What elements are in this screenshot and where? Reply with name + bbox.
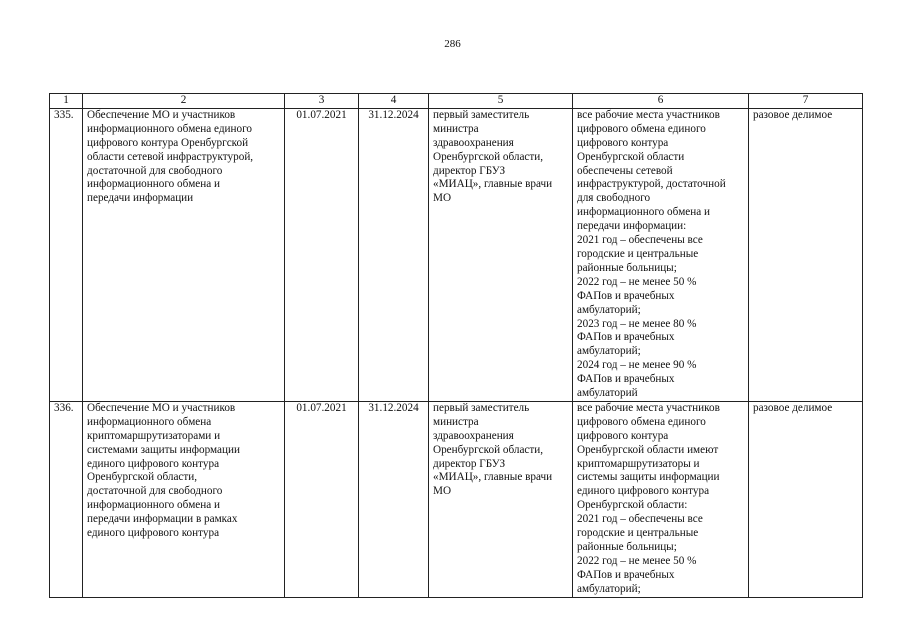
table-row [50, 108, 863, 401]
row-start-date: 01.07.2021 [285, 401, 359, 597]
row-end-date: 31.12.2024 [359, 401, 429, 597]
row-start-date: 01.07.2021 [285, 108, 359, 401]
column-header: 1 [50, 94, 83, 109]
row-number: 335. [50, 108, 83, 401]
page-number: 286 [444, 38, 461, 50]
row-end-date: 31.12.2024 [359, 108, 429, 401]
row-result: все рабочие места участников цифрового обмена единого цифрового контура Оренбургской области обеспечены сетевой инфраструктурой, достаточной для свободного информационного обмена и передачи информации: 2021 год – обеспечены все городские и центральные районные больницы; 2022 год – не менее 50 % ФАПов и врачебных амбулаторий; 2023 год – не менее 80 % ФАПов и врачебных амбулаторий; 2024 год – не менее 90 % ФАПов и врачебных амбулаторий [573, 108, 749, 401]
column-number-row [50, 94, 863, 109]
column-header: 6 [573, 94, 749, 109]
row-description: Обеспечение МО и участников информационного обмена единого цифрового контура Оренбургской области сетевой инфраструктурой, достаточной для свободного информационного обмена и передачи информации [83, 108, 285, 401]
column-header: 3 [285, 94, 359, 109]
column-header: 7 [749, 94, 863, 109]
column-header: 2 [83, 94, 285, 109]
row-result: все рабочие места участников цифрового обмена единого цифрового контура Оренбургской области имеют криптомаршрутизаторы и системы защиты информации единого цифрового контура Оренбургской области: 2021 год – обеспечены все городские и центральные районные больницы; 2022 год – не менее 50 % ФАПов и врачебных амбулаторий; [573, 401, 749, 597]
row-type: разовое делимое [749, 108, 863, 401]
column-header: 4 [359, 94, 429, 109]
row-responsible: первый заместитель министра здравоохранения Оренбургской области, директор ГБУЗ «МИАЦ», главные врачи МО [429, 108, 573, 401]
row-number: 336. [50, 401, 83, 597]
column-header: 5 [429, 94, 573, 109]
row-description: Обеспечение МО и участников информационного обмена криптомаршрутизаторами и системами защиты информации единого цифрового контура Оренбургской области, достаточной для свободного информационного обмена и передачи информации в рамках единого цифрового контура [83, 401, 285, 597]
row-type: разовое делимое [749, 401, 863, 597]
plan-table [49, 93, 863, 598]
row-responsible: первый заместитель министра здравоохранения Оренбургской области, директор ГБУЗ «МИАЦ», главные врачи МО [429, 401, 573, 597]
table-row [50, 401, 863, 597]
